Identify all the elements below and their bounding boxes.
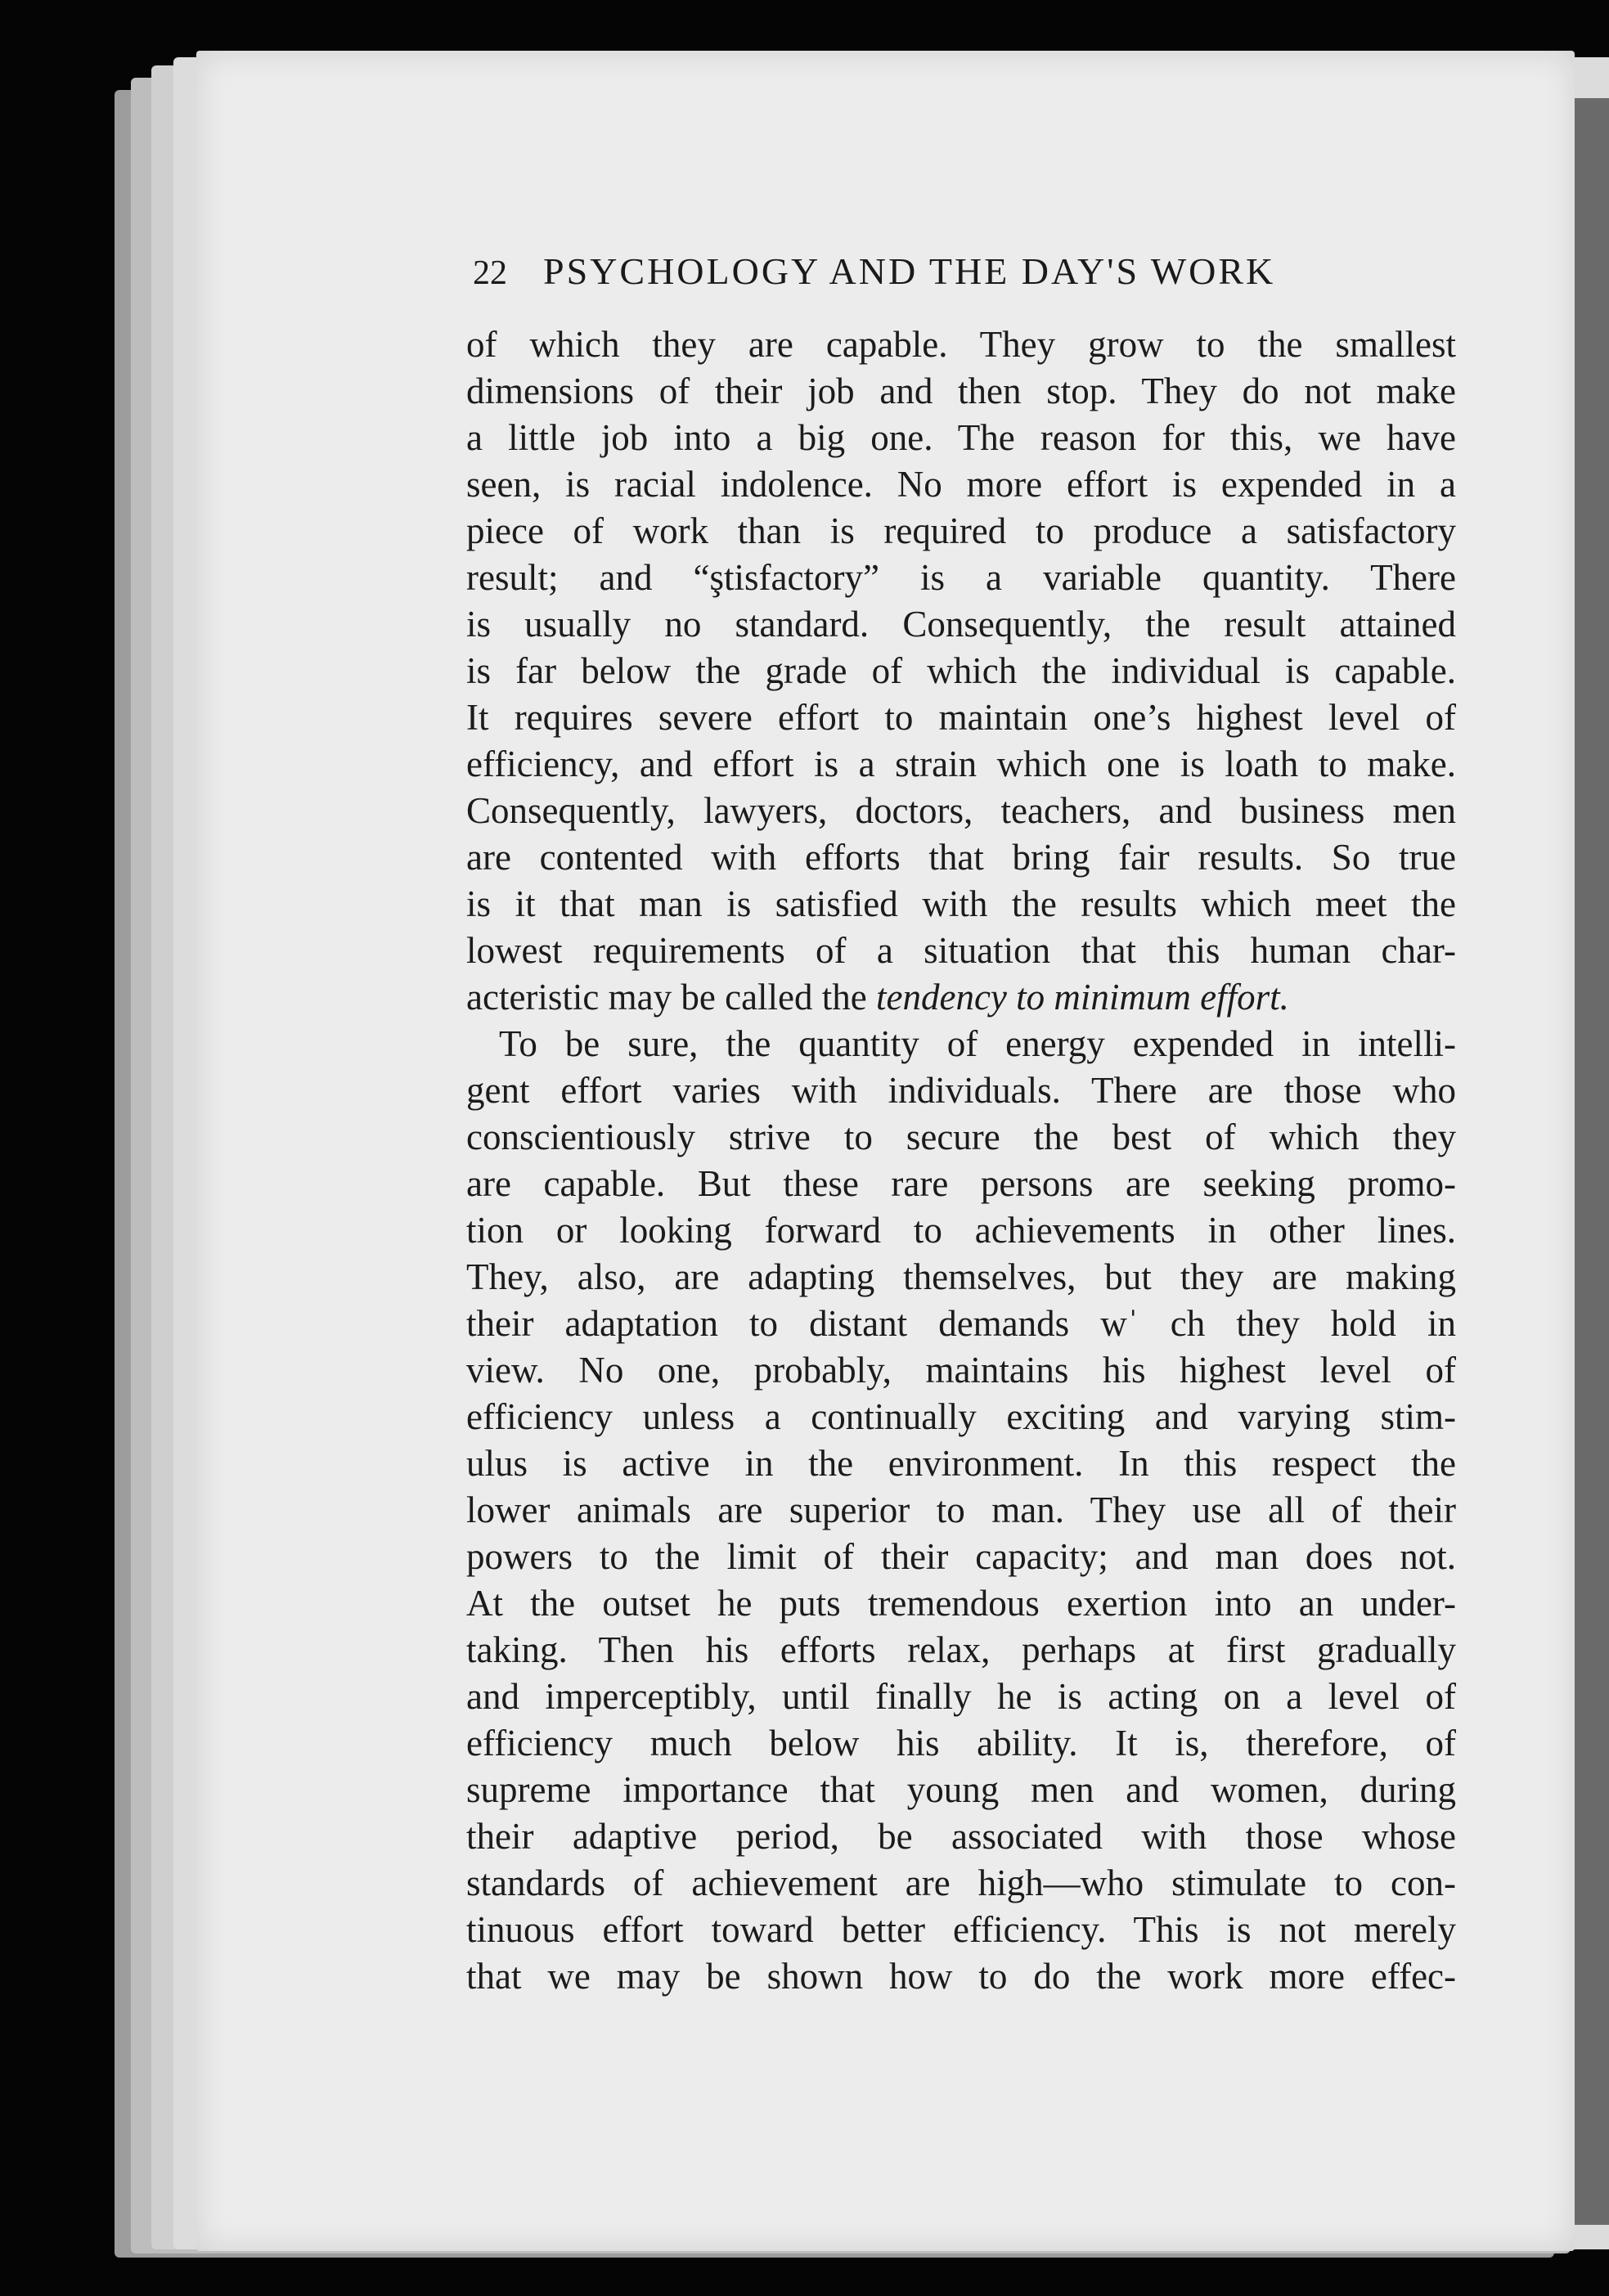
body-text — [466, 321, 1456, 2000]
text-line: gent effort varies with individuals. There are those who — [466, 1070, 1456, 1111]
text-line: are contented with efforts that bring fair results. So true — [466, 837, 1456, 878]
text-line: are capable. But these rare persons are seeking promo- — [466, 1163, 1456, 1204]
text-line: efficiency, and effort is a strain which one is loath to make. — [466, 744, 1456, 784]
paragraph-1 — [466, 321, 1456, 974]
text-line: and imperceptibly, until finally he is acting on a level of — [466, 1676, 1456, 1717]
paragraph-1-last-line — [466, 974, 1456, 1021]
text-line: efficiency much below his ability. It is, therefore, of — [466, 1723, 1456, 1764]
text-line: is usually no standard. Consequently, the result attained — [466, 604, 1456, 645]
text-line: a little job into a big one. The reason for this, we have — [466, 417, 1456, 458]
text-line: ulus is active in the environment. In this respect the — [466, 1443, 1456, 1484]
running-head: PSYCHOLOGY AND THE DAY'S WORK — [543, 250, 1276, 292]
text-line: their adaptation to distant demands wˈ ch they hold in — [466, 1303, 1456, 1344]
text-line: their adaptive period, be associated with those whose — [466, 1816, 1456, 1857]
text-line: is it that man is satisfied with the results which meet the — [466, 883, 1456, 924]
text-line: that we may be shown how to do the work more effec- — [466, 1956, 1456, 1997]
text-line: dimensions of their job and then stop. They do not make — [466, 371, 1456, 411]
text-run: acteristic may be called the — [466, 977, 876, 1018]
paragraph-2 — [466, 1021, 1456, 2000]
text-line: result; and “ştisfactory” is a variable quantity. There — [466, 557, 1456, 598]
text-line: Consequently, lawyers, doctors, teachers, and business men — [466, 790, 1456, 831]
text-line: lower animals are superior to man. They use all of their — [466, 1489, 1456, 1530]
text-line: view. No one, probably, maintains his highest level of — [466, 1350, 1456, 1391]
emphasis-text: tendency to minimum effort. — [876, 977, 1289, 1018]
text-line: lowest requirements of a situation that this human char- — [466, 930, 1456, 971]
text-line: At the outset he puts tremendous exertion into an under- — [466, 1583, 1456, 1624]
text-line: conscientiously strive to secure the best of which they — [466, 1117, 1456, 1157]
page-header — [473, 249, 1381, 293]
text-line: seen, is racial indolence. No more effort is expended in a — [466, 464, 1456, 505]
text-line: supreme importance that young men and women, during — [466, 1769, 1456, 1810]
text-line: tinuous effort toward better efficiency. This is not merely — [466, 1909, 1456, 1950]
text-line: tion or looking forward to achievements in other lines. — [466, 1210, 1456, 1251]
text-line: is far below the grade of which the individual is capable. — [466, 650, 1456, 691]
page-number: 22 — [473, 254, 507, 292]
text-line: of which they are capable. They grow to the smallest — [466, 324, 1456, 365]
text-line: taking. Then his efforts relax, perhaps at first gradually — [466, 1629, 1456, 1670]
text-line: piece of work than is required to produce a satisfactory — [466, 510, 1456, 551]
book-spine-shadow — [1575, 98, 1609, 2225]
text-line: efficiency unless a continually exciting and varying stim- — [466, 1396, 1456, 1437]
text-line: powers to the limit of their capacity; and man does not. — [466, 1536, 1456, 1577]
text-line: It requires severe effort to maintain one’s highest level of — [466, 697, 1456, 738]
text-line: To be sure, the quantity of energy expended in intelli- — [499, 1023, 1456, 1064]
text-line: They, also, are adapting themselves, but they are making — [466, 1256, 1456, 1297]
text-line: standards of achievement are high—who stimulate to con- — [466, 1862, 1456, 1903]
